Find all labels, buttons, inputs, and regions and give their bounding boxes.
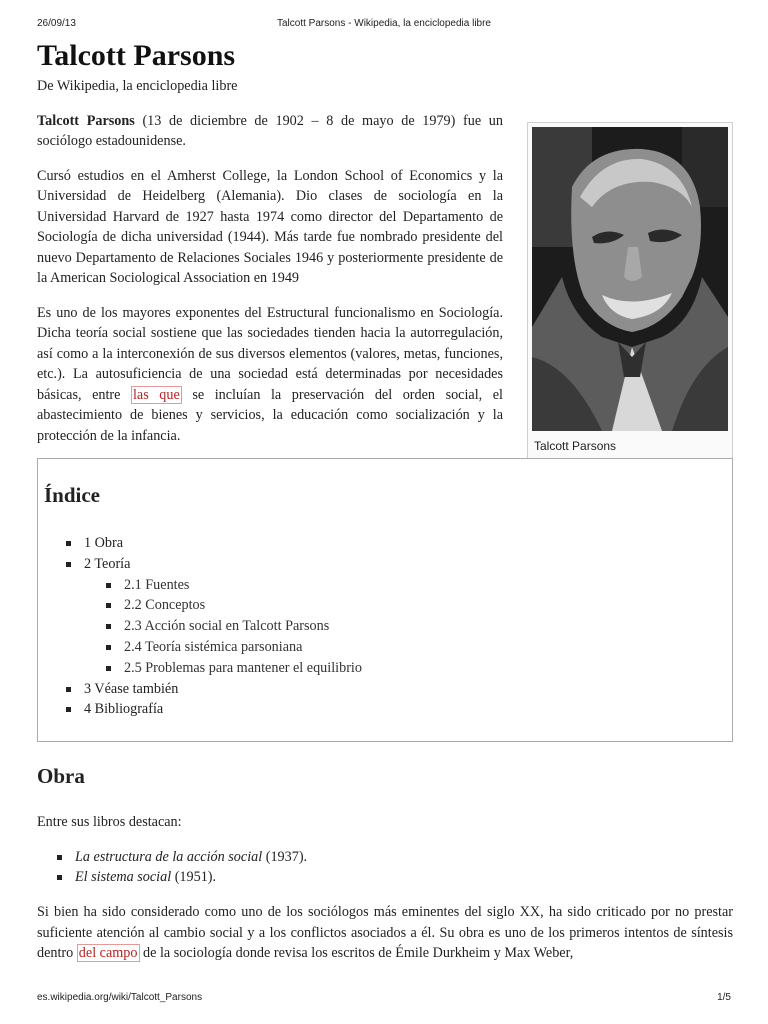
lead-paragraph-1 [37, 111, 503, 152]
toc-item-accion-social[interactable]: 2.3 Acción social en Talcott Parsons [106, 616, 362, 637]
page-title: Talcott Parsons [37, 39, 236, 72]
article-content [37, 36, 733, 962]
book-title: La estructura de la acción social [75, 848, 263, 865]
infobox [527, 122, 733, 496]
portrait-image[interactable] [532, 127, 728, 431]
print-page-number: 1/5 [717, 992, 731, 1003]
toc-item-equilibrio[interactable]: 2.5 Problemas para mantener el equilibrio [106, 658, 362, 679]
book-item [57, 847, 733, 868]
lead-paragraph-3 [37, 303, 503, 447]
obra-paragraph [37, 902, 733, 964]
toc-item-conceptos[interactable]: 2.2 Conceptos [106, 595, 362, 616]
page-subtitle: De Wikipedia, la enciclopedia libre [37, 78, 238, 94]
books-list [57, 847, 733, 889]
infobox-caption: Talcott Parsons [534, 439, 617, 453]
toc-title: Índice [44, 483, 101, 507]
print-header [37, 18, 731, 32]
toc-sublist-teoria [106, 575, 362, 679]
link-las-que[interactable]: las que [132, 386, 180, 403]
toc-list [66, 533, 362, 720]
lead-paragraph-1-text: (13 de diciembre de 1902 – 8 de mayo de 1979) fue un sociólogo estadounidense. [37, 112, 503, 149]
table-of-contents [37, 458, 733, 742]
toc-item-bibliografia[interactable]: 4 Bibliografía [66, 699, 362, 720]
toc-item-teoria-sistemica[interactable]: 2.4 Teoría sistémica parsoniana [106, 637, 362, 658]
toc-item-obra[interactable]: 1 Obra [66, 533, 362, 554]
lead-paragraph-3-text-a: Es uno de los mayores exponentes del Estructural funcionalismo en Sociología. Dicha teoría social sostiene que las sociedades tienden hacia la autorregulación, así como a la interconexión de sus diversos elementos (valores, metas, funciones, etc.). La autosuficiencia de una sociedad está determinadas por necesidades básicas, entre [37, 304, 503, 403]
book-title: El sistema social [75, 869, 172, 886]
print-page-title: Talcott Parsons - Wikipedia, la enciclopedia libre [277, 18, 491, 29]
lead-section [37, 111, 503, 447]
toc-item-teoria[interactable] [66, 554, 362, 679]
book-year: (1937). [262, 848, 308, 865]
book-year: (1951). [171, 869, 217, 886]
lead-paragraph-2: Cursó estudios en el Amherst College, la London School of Economics y la Universidad de Heidelberg (Alemania). Dio clases de sociología en la Universidad Harvard de 1927 hasta 1974 como director del Departamento de Sociología de dicha universidad (1944). Más tarde fue nombrado presidente del nuevo Departamento de Relaciones Sociales 1946 y posteriormente presidente de la American Sociological Association en 1949 [37, 167, 503, 286]
obra-intro: Entre sus libros destacan: [37, 814, 182, 830]
subject-name: Talcott Parsons [37, 112, 135, 129]
print-footer [37, 992, 731, 1006]
section-heading-obra: Obra [37, 764, 85, 788]
toc-item-fuentes[interactable]: 2.1 Fuentes [106, 575, 362, 596]
lead-paragraph-3-text-b: se incluían la preservación del orden social, el abastecimiento de bienes y servicios, la educación como socialización y la protección de la infancia. [37, 386, 503, 444]
link-del-campo[interactable]: del campo [78, 945, 138, 962]
book-item [57, 867, 733, 888]
obra-paragraph-text-b: de la sociología donde revisa los escritos de Émile Durkheim y Max Weber, [139, 945, 574, 962]
print-date: 26/09/13 [37, 18, 76, 29]
toc-item-teoria-label[interactable]: 2 Teoría [84, 555, 131, 572]
toc-item-vease-tambien[interactable]: 3 Véase también [66, 679, 362, 700]
obra-paragraph-text-a: Si bien ha sido considerado como uno de los sociólogos más eminentes del siglo XX, ha sido criticado por no prestar suficiente atención al cambio social y a los conflictos asociados a él. Su obra es uno de los primeros intentos de síntesis dentro [37, 904, 733, 962]
portrait-illustration [532, 127, 728, 431]
print-url: es.wikipedia.org/wiki/Talcott_Parsons [37, 992, 203, 1003]
section-obra [37, 812, 733, 964]
